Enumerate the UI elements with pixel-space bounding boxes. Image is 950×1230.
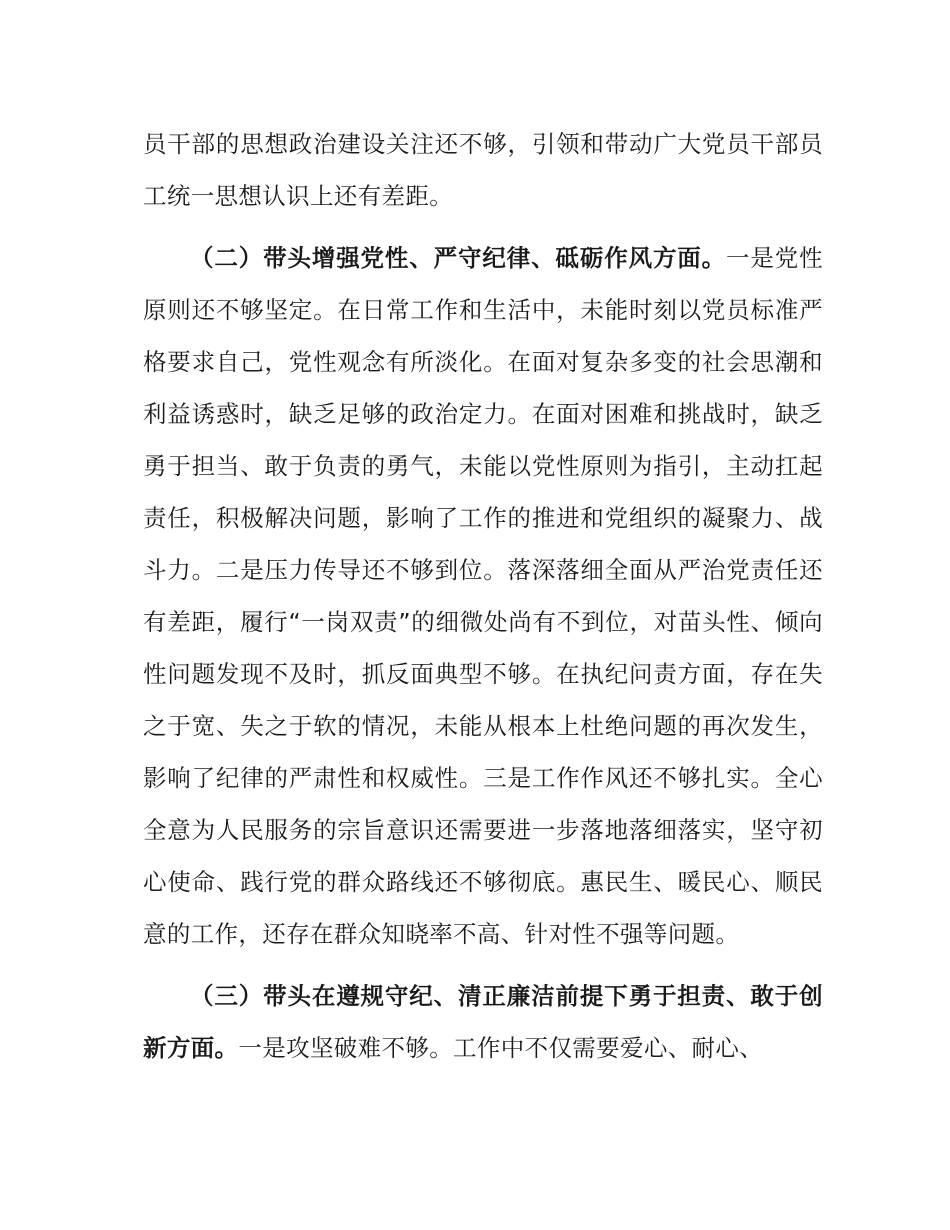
document-page	[143, 118, 823, 1084]
paragraph-section-2	[143, 232, 823, 960]
paragraph-body: 一是攻坚破难不够。工作中不仅需要爱心、耐心、	[238, 1034, 764, 1062]
section-heading: （三）带头在遵规守纪、清正廉洁前提下勇于担责、敢于创新方面。	[143, 982, 823, 1062]
paragraph-body: 一是党性原则还不够坚定。在日常工作和生活中，未能时刻以党员标准严格要求自己，党性观念有所淡化。在面对复杂多变的社会思潮和利益诱惑时，缺乏足够的政治定力。在面对困难和挑战时，缺乏勇于担当、敢于负责的勇气，未能以党性原则为指引，主动扛起责任，积极解决问题，影响了工作的推进和党组织的凝聚力、战斗力。二是压力传导还不够到位。落深落细全面从严治党责任还有差距，履行“一岗双责”的细微处尚有不到位，对苗头性、倾向性问题发现不及时，抓反面典型不够。在执纪问责方面，存在失之于宽、失之于软的情况，未能从根本上杜绝问题的再次发生，影响了纪律的严肃性和权威性。三是工作作风还不够扎实。全心全意为人民服务的宗旨意识还需要进一步落地落细落实，坚守初心使命、践行党的群众路线还不够彻底。惠民生、暖民心、顺民意的工作，还存在群众知晓率不高、针对性不强等问题。	[143, 244, 823, 948]
section-heading: （二）带头增强党性、严守纪律、砥砺作风方面。	[190, 244, 727, 272]
paragraph-continuation	[143, 118, 823, 222]
paragraph-body: 员干部的思想政治建设关注还不够，引领和带动广大党员干部员工统一思想认识上还有差距。	[143, 130, 823, 210]
paragraph-section-3	[143, 970, 823, 1074]
